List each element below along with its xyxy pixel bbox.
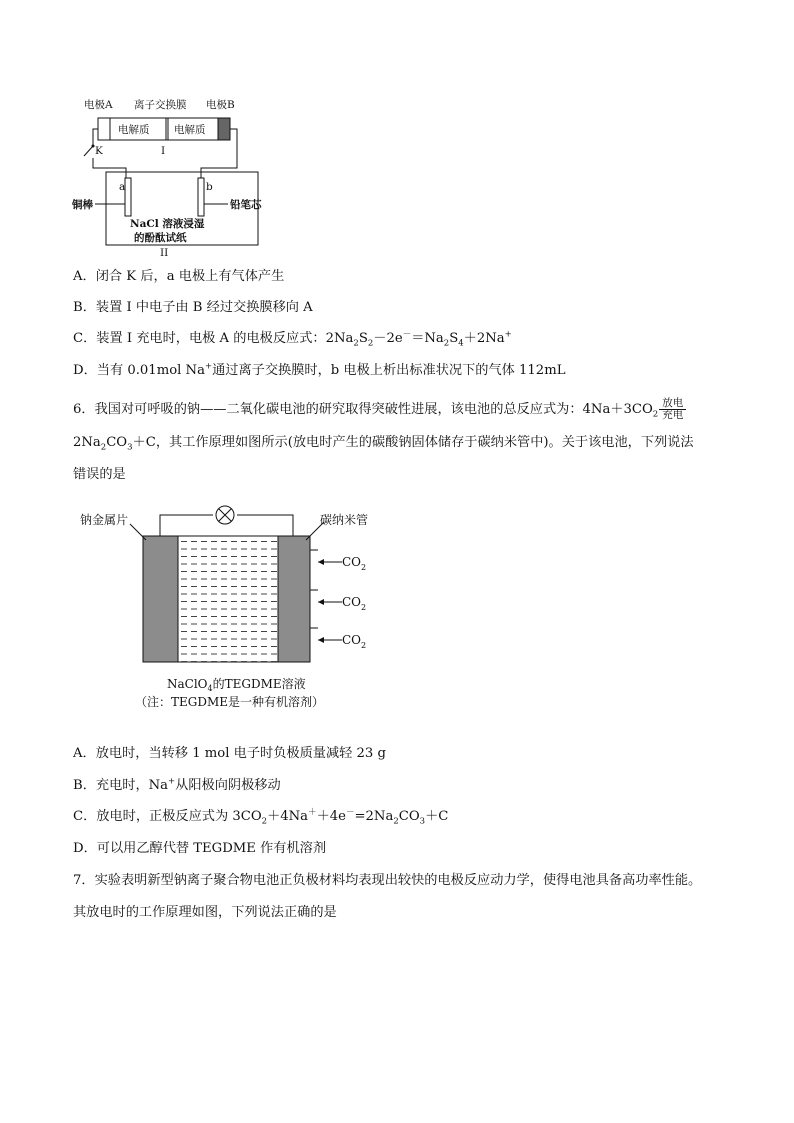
electrode-a-label: 电极A xyxy=(84,99,113,111)
q6-option-c-text: C．放电时，正极反应式为 3CO xyxy=(73,809,262,824)
arrow-charge-label: 充电 xyxy=(662,409,684,421)
q6-option-d: D．可以用乙醇代替 TEGDME 作有机溶剂 xyxy=(73,841,327,856)
test-paper-label-2: 的酚酞试纸 xyxy=(134,232,187,244)
electrolyte-right-label: 电解质 xyxy=(174,124,206,136)
electrode-b-label: 电极B xyxy=(206,99,235,111)
q6-stem-line-2: $2Na_2CO_3+C$，其工作原理如图所示(放电时产生的碳酸钠固体储存于碳纳米管中)。关于该电池，下列说法 xyxy=(73,435,694,453)
q5-option-d-text: D．当有 0.01mol Na xyxy=(73,363,205,378)
co2-label-2: $CO_2$ xyxy=(342,595,367,612)
sodium-foil-label: 钠金属片 xyxy=(80,513,129,527)
q5-option-c: C．装置 I 充电时，电极 A 的电极反应式：$2Na_2S_2-2e^-=Na_2S_4+2Na^+$ xyxy=(73,329,512,349)
co2-label-1-text: CO xyxy=(342,555,362,569)
reaction-arrow xyxy=(659,398,686,421)
q5-option-d: D．当有 0.01mol Na+通过离子交换膜时，b 电极上析出标准状况下的气体 112mL xyxy=(73,361,566,378)
arrow-discharge-label: 放电 xyxy=(659,398,686,410)
q6-stem-line-3: 错误的是 xyxy=(73,467,126,482)
q7-stem-line-1: 7．实验表明新型钠离子聚合物电池正负极材料均表现出较快的电极反应动力学，使得电池具备高功率性能。 xyxy=(73,873,702,888)
q6-option-b-text: B．充电时，Na xyxy=(73,778,169,793)
membrane-label: 离子交换膜 xyxy=(134,99,187,111)
electrode-label-a: a xyxy=(119,181,126,193)
electrolyte-left-label: 电解质 xyxy=(118,124,150,136)
q6-stem-line-1: 6．我国对可呼吸的钠——二氧化碳电池的研究取得突破性进展，该电池的总反应式为：$4Na+3CO_2$ $\frac{\text{放电}}{\text{充电}}$ xyxy=(73,398,686,421)
co2-label-3-text: CO xyxy=(342,633,362,647)
q6-option-a: A．放电时，当转移 1 mol 电子时负极质量减轻 23 g xyxy=(73,746,386,761)
q6-option-b-suffix: 从阳极向阴极移动 xyxy=(175,778,281,793)
battery-diagram xyxy=(80,500,400,715)
q6-option-b: B．充电时，Na+从阳极向阴极移动 xyxy=(73,776,281,793)
carbon-nanotube-label: 碳纳米管 xyxy=(320,513,369,527)
q5-option-c-text: C．装置 I 充电时，电极 A 的电极反应式：2Na xyxy=(73,331,354,346)
copper-rod-label: 铜棒 xyxy=(72,199,93,211)
q6-option-c: C．放电时，正极反应式为 $3CO_2+4Na^++4e^-=2Na_2CO_3+C$ xyxy=(73,807,449,827)
q6-stem-text-2: ＋C，其工作原理如图所示(放电时产生的碳酸钠固体储存于碳纳米管中)。关于该电池，下列说法 xyxy=(132,435,694,450)
device-ii-label: II xyxy=(160,247,169,259)
q5-option-d-suffix: 通过离子交换膜时，b 电极上析出标准状况下的气体 112mL xyxy=(212,363,566,378)
switch-k-label: K xyxy=(95,145,103,157)
co2-label-3: $CO_2$ xyxy=(342,633,367,650)
device-i-label: I xyxy=(161,145,166,157)
q6-stem-text-1: 6．我国对可呼吸的钠——二氧化碳电池的研究取得突破性进展，该电池的总反应式为：4Na＋3CO xyxy=(73,402,653,417)
electrolysis-diagram xyxy=(70,94,270,259)
pencil-lead-label: 铅笔芯 xyxy=(230,199,262,211)
test-paper-label-1: NaCl 溶液浸湿 xyxy=(130,218,205,230)
q7-stem-line-2: 其放电时的工作原理如图，下列说法正确的是 xyxy=(73,905,337,920)
electrode-label-b: b xyxy=(206,181,213,193)
q5-option-a: A．闭合 K 后，a 电极上有气体产生 xyxy=(73,269,285,284)
q5-option-b: B．装置 I 中电子由 B 经过交换膜移向 A xyxy=(73,300,313,315)
co2-label-1: $CO_2$ xyxy=(342,555,367,572)
solution-label-suffix: 的TEGDME溶液 xyxy=(212,677,306,691)
solution-label-prefix: NaClO xyxy=(167,677,208,691)
solvent-note: （注：TEGDME是一种有机溶剂） xyxy=(135,695,325,709)
solution-label: NaClO$_4$的TEGDME溶液 xyxy=(167,677,306,693)
co2-label-2-text: CO xyxy=(342,595,362,609)
